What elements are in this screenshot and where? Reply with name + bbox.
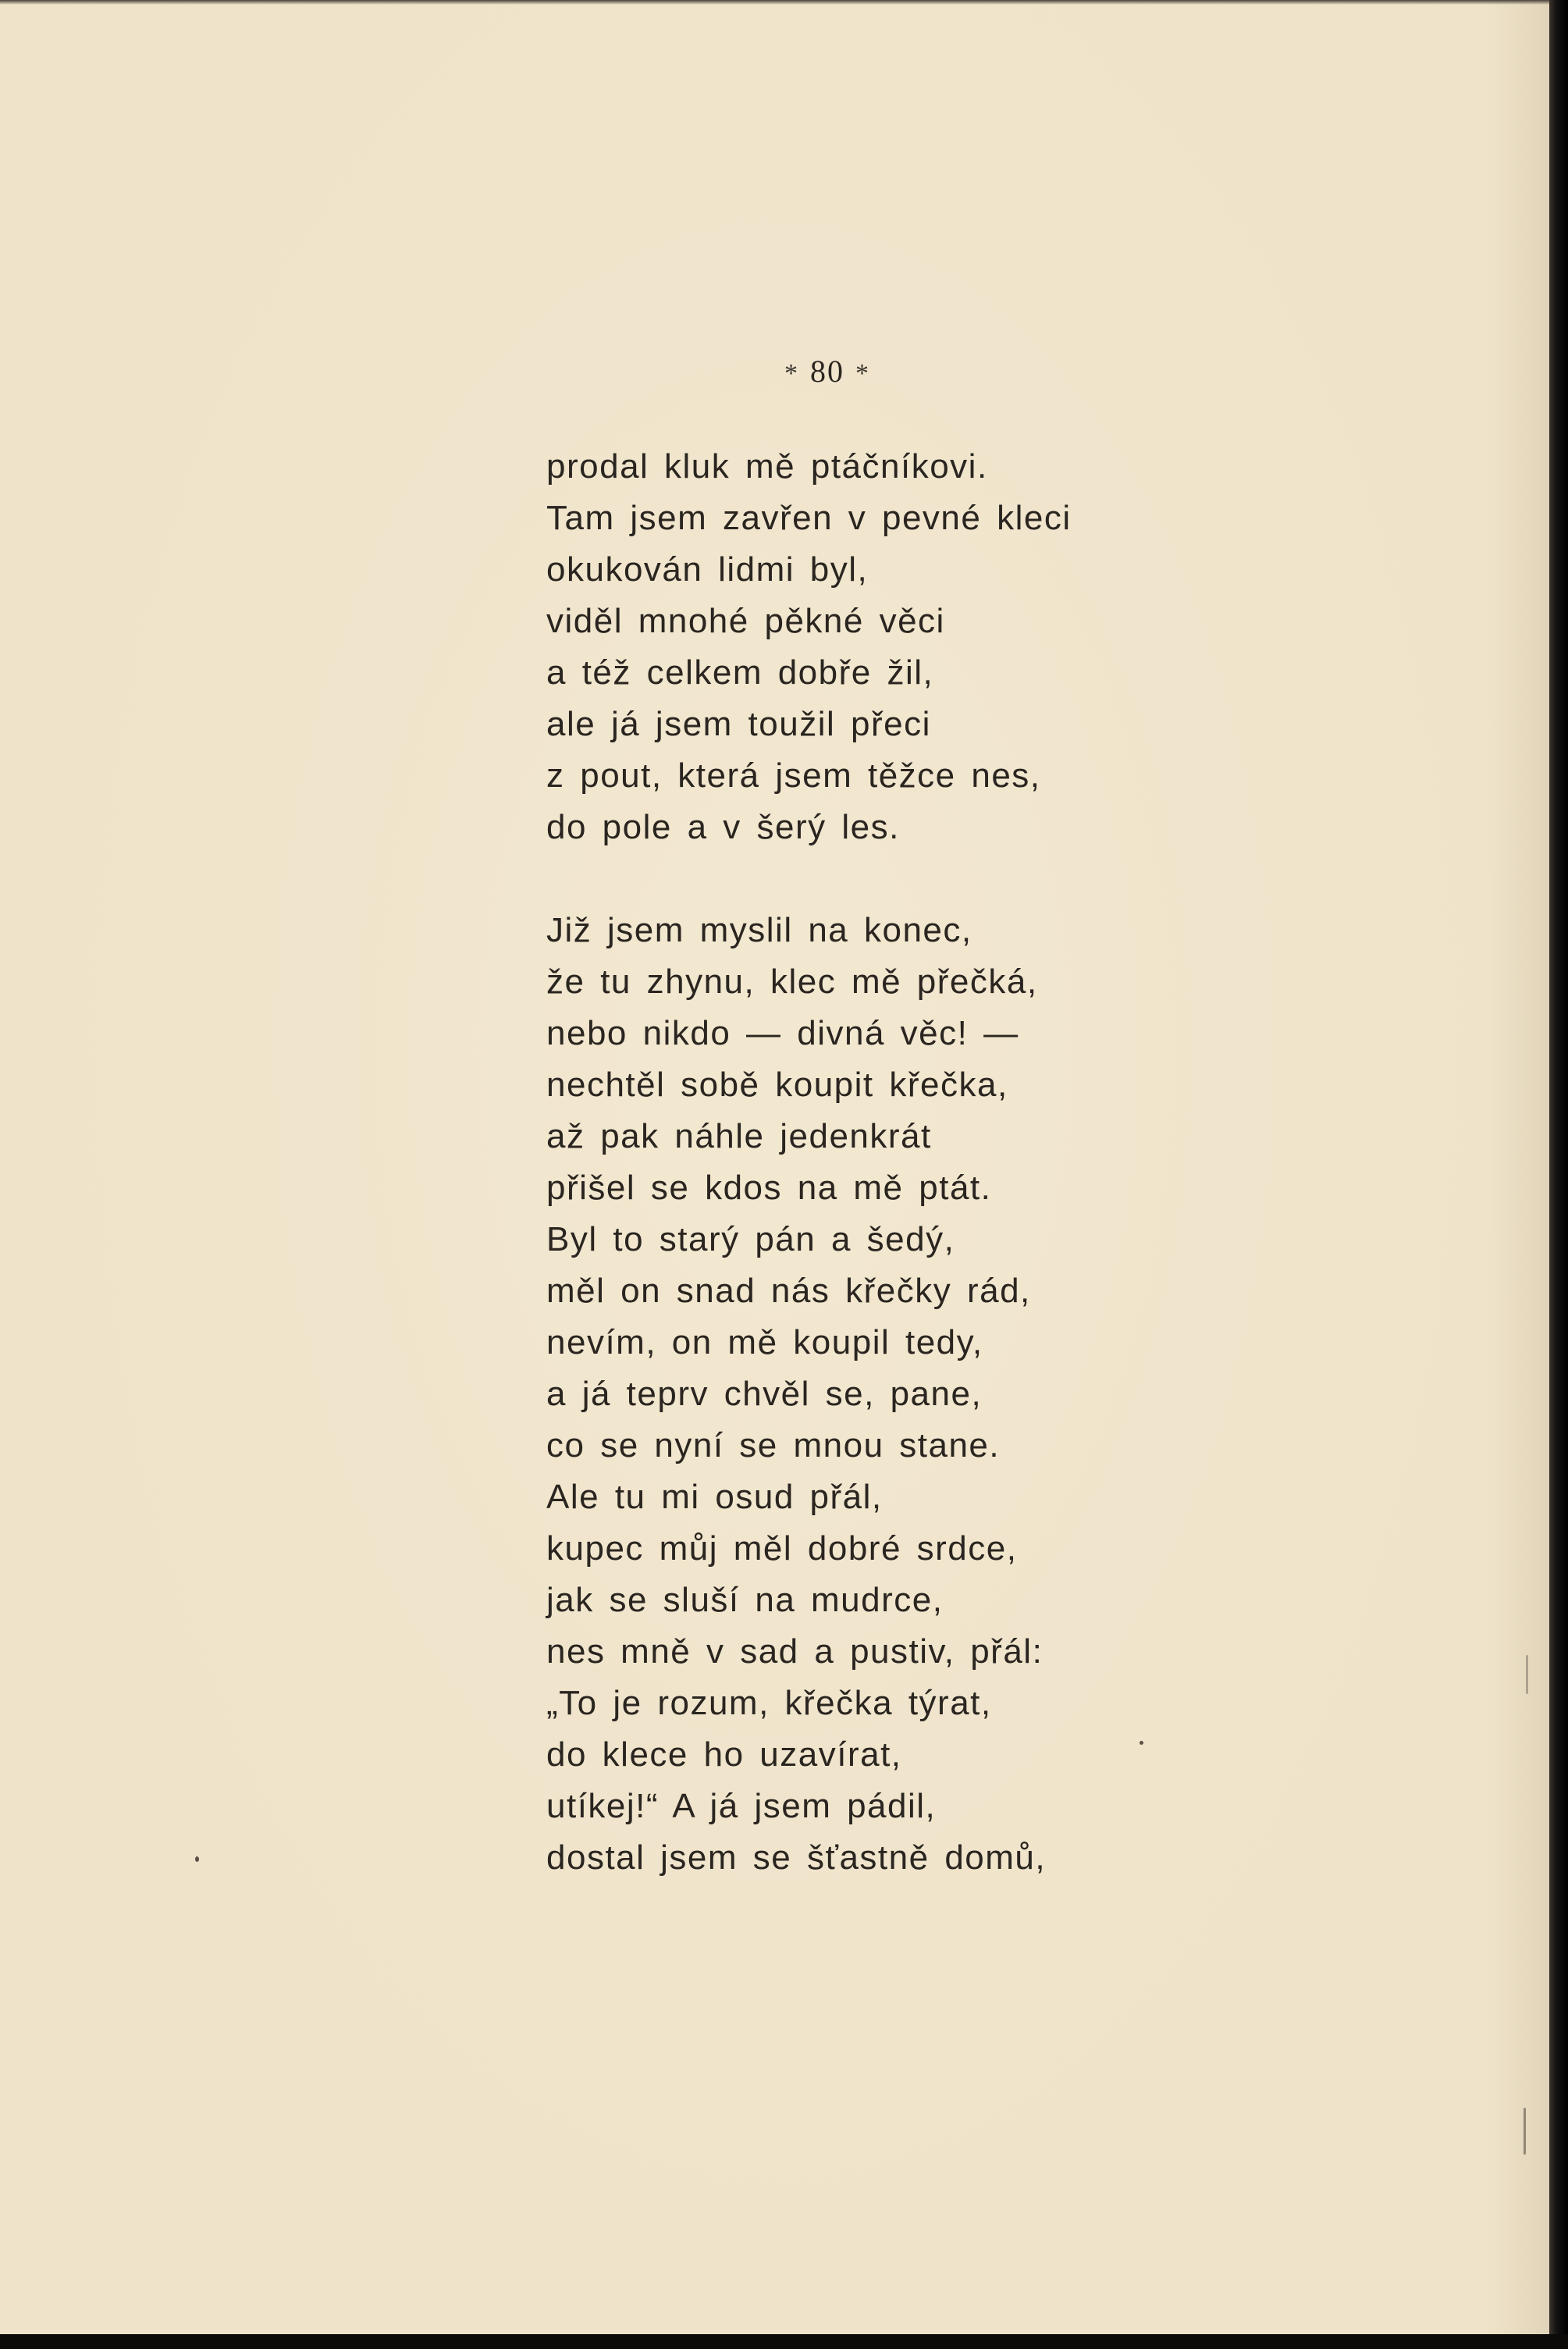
poem-line: nebo nikdo — divná věc! — [546, 1014, 1019, 1052]
poem-line: Již jsem myslil na konec, [546, 911, 972, 949]
poem-text [546, 441, 1327, 1884]
poem-line: okukován lidmi byl, [546, 550, 869, 589]
ornament-right-icon: * [855, 359, 870, 388]
poem-line: prodal kluk mě ptáčníkovi. [546, 447, 988, 486]
page-top-edge [0, 0, 1549, 5]
paper-speck [1524, 2108, 1526, 2155]
poem-line: dostal jsem se šťastně domů, [546, 1838, 1047, 1877]
poem-line: a též celkem dobře žil, [546, 653, 934, 692]
poem-line: až pak náhle jedenkrát [546, 1117, 932, 1155]
poem-line: kupec můj měl dobré srdce, [546, 1529, 1018, 1568]
poem-line: jak se sluší na mudrce, [546, 1581, 944, 1619]
poem-line: nevím, on mě koupil tedy, [546, 1323, 983, 1361]
poem-line: měl on snad nás křečky rád, [546, 1272, 1031, 1310]
paper-speck [1140, 1741, 1143, 1745]
poem-line: co se nyní se mnou stane. [546, 1426, 1001, 1465]
poem-line: z pout, která jsem těžce nes, [546, 756, 1041, 795]
page-number-header [734, 353, 921, 390]
poem-line: přišel se kdos na mě ptát. [546, 1169, 992, 1207]
page-bottom-edge [0, 2334, 1568, 2349]
poem-line: Byl to starý pán a šedý, [546, 1220, 955, 1258]
paper-speck [1526, 1655, 1528, 1694]
paper-speck [195, 1856, 199, 1862]
ornament-left-icon: * [784, 359, 799, 388]
poem-line: „To je rozum, křečka týrat, [546, 1684, 992, 1722]
poem-line: do pole a v šerý les. [546, 808, 900, 846]
poem-line: nechtěl sobě koupit křečka, [546, 1066, 1008, 1104]
poem-line: viděl mnohé pěkné věci [546, 602, 945, 640]
poem-line: nes mně v sad a pustiv, přál: [546, 1632, 1044, 1671]
poem-line: utíkej!“ A já jsem pádil, [546, 1787, 937, 1825]
poem-line: a já teprv chvěl se, pane, [546, 1375, 983, 1413]
poem-line: Tam jsem zavřen v pevné kleci [546, 499, 1072, 537]
page-right-edge [1549, 0, 1568, 2349]
stanza-2 [546, 905, 1327, 1884]
page-number: 80 [810, 354, 844, 389]
stanza-1 [546, 441, 1327, 853]
poem-line: Ale tu mi osud přál, [546, 1478, 883, 1516]
poem-line: ale já jsem toužil přeci [546, 705, 931, 743]
poem-line: do klece ho uzavírat, [546, 1735, 902, 1774]
poem-line: že tu zhynu, klec mě přečká, [546, 963, 1038, 1001]
